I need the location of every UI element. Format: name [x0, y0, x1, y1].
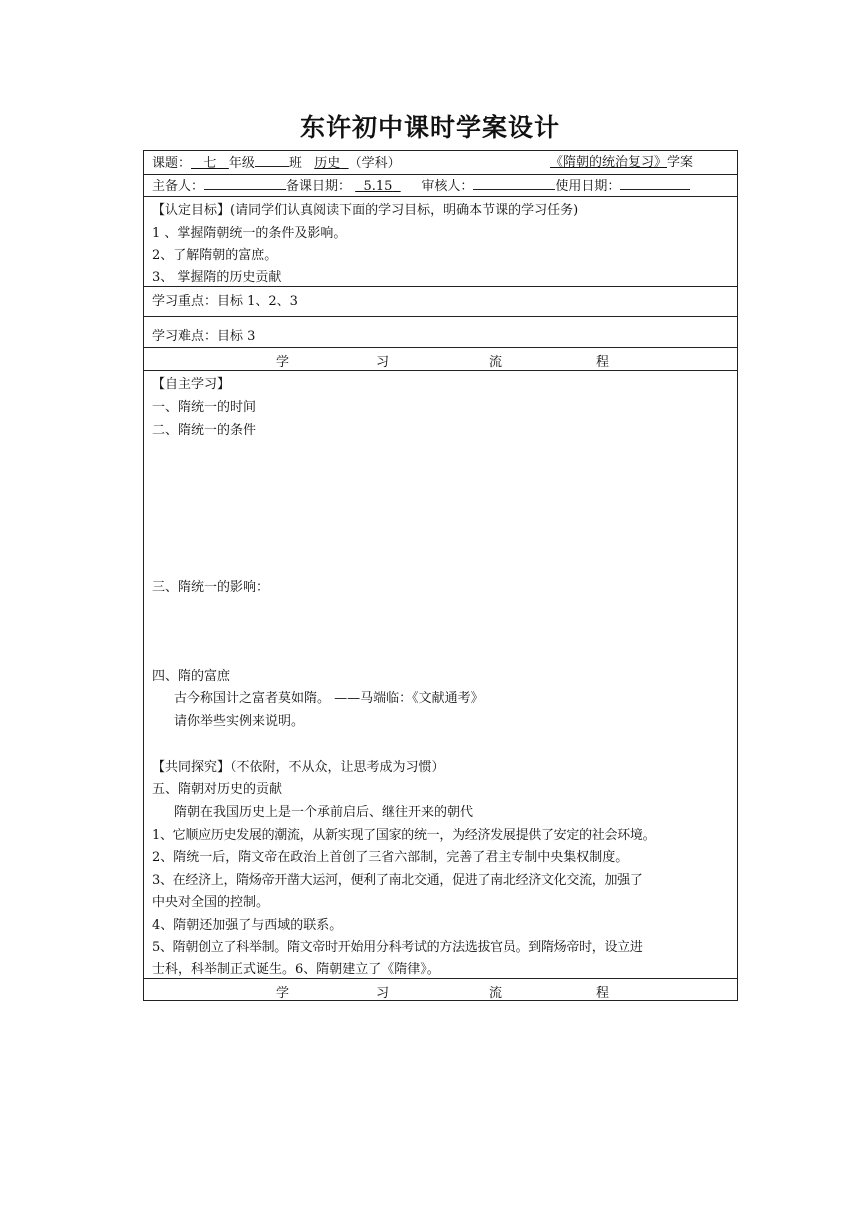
preparer-row [144, 175, 737, 197]
flow-char: 流 [489, 986, 503, 1001]
explore-intro: 隋朝在我国历史上是一个承前启后、继往开来的朝代 [174, 805, 474, 820]
contribution-line: 1、它顺应历史发展的潮流，从新实现了国家的统一，为经济发展提供了安定的社会环境。 [152, 828, 656, 843]
explore-heading: 【共同探究】（不依附，不从众，让思考成为习惯） [152, 760, 445, 775]
flow-header-row [144, 348, 737, 371]
self-study-heading: 【自主学习】 [152, 377, 231, 392]
class-blank [255, 153, 289, 167]
flow-footer-row [144, 979, 737, 1001]
subject-label: （学科） [348, 156, 401, 171]
key-point: 学习重点：目标 1、2、3 [152, 294, 298, 309]
goals-section [144, 197, 737, 287]
grade-label: 年级 [228, 156, 255, 171]
question-4: 四、隋的富庶 [152, 669, 231, 684]
subject-value: 历史 [314, 156, 341, 171]
contribution-line: 士科，科举制正式诞生。6、隋朝建立了《隋律》。 [152, 962, 440, 977]
prompt: 请你举些实例来说明。 [174, 714, 305, 729]
goal-item: 1 、掌握隋朝统一的条件及影响。 [152, 226, 347, 241]
contribution-line: 4、隋朝还加强了与西域的联系。 [152, 918, 343, 933]
contribution-line: 5、隋朝创立了科举制。隋文帝时开始用分科考试的方法选拔官员。到隋炀帝时，设立进 [152, 940, 643, 955]
lesson-title: 《隋朝的统治复习》 [550, 155, 668, 170]
preparer-blank [204, 176, 286, 190]
flow-char: 习 [376, 355, 390, 370]
question-2: 二、隋统一的条件 [152, 423, 257, 438]
topic-label: 课题： [152, 156, 192, 171]
goal-item: 2、了解隋朝的富庶。 [152, 248, 278, 263]
flow-char: 程 [596, 986, 610, 1001]
goal-item: 3、 掌握隋的历史贡献 [152, 270, 282, 285]
flow-char: 学 [276, 986, 290, 1001]
contribution-line: 3、在经济上，隋炀帝开凿大运河，便利了南北交通，促进了南北经济文化交流，加强了 [152, 873, 643, 888]
reviewer-blank [473, 176, 555, 190]
preparer-label: 主备人： [152, 179, 205, 194]
difficulty-row [144, 317, 737, 348]
use-date-label: 使用日期： [555, 179, 621, 194]
key-point-row [144, 287, 737, 317]
class-label: 班 [288, 156, 302, 171]
reviewer-label: 审核人： [421, 179, 474, 194]
contribution-line: 中央对全国的控制。 [152, 895, 270, 910]
grade-value: 七 [203, 156, 217, 171]
flow-char: 学 [276, 355, 290, 370]
prep-date-value: 5.15 [363, 179, 393, 194]
use-date-blank [620, 176, 690, 190]
question-5: 五、隋朝对历史的贡献 [152, 782, 283, 797]
lesson-plan-table [143, 150, 738, 1001]
question-3: 三、隋统一的影响： [152, 580, 270, 595]
topic-row [144, 151, 737, 175]
lesson-suffix: 学案 [667, 155, 694, 170]
flow-char: 习 [376, 986, 390, 1001]
question-1: 一、隋统一的时间 [152, 400, 257, 415]
prep-date-label: 备课日期： [286, 179, 352, 194]
goals-heading: 【认定目标】(请同学们认真阅读下面的学习目标，明确本节课的学习任务) [152, 203, 579, 218]
quote: 古今称国计之富者莫如隋。 ——马端临：《文献通考》 [174, 691, 484, 706]
difficulty: 学习难点：目标 3 [152, 329, 256, 344]
flow-char: 程 [596, 355, 610, 370]
content-section [144, 371, 737, 979]
flow-char: 流 [489, 355, 503, 370]
contribution-line: 2、隋统一后，隋文帝在政治上首创了三省六部制，完善了君主专制中央集权制度。 [152, 850, 629, 865]
page-title: 东许初中课时学案设计 [299, 113, 560, 142]
